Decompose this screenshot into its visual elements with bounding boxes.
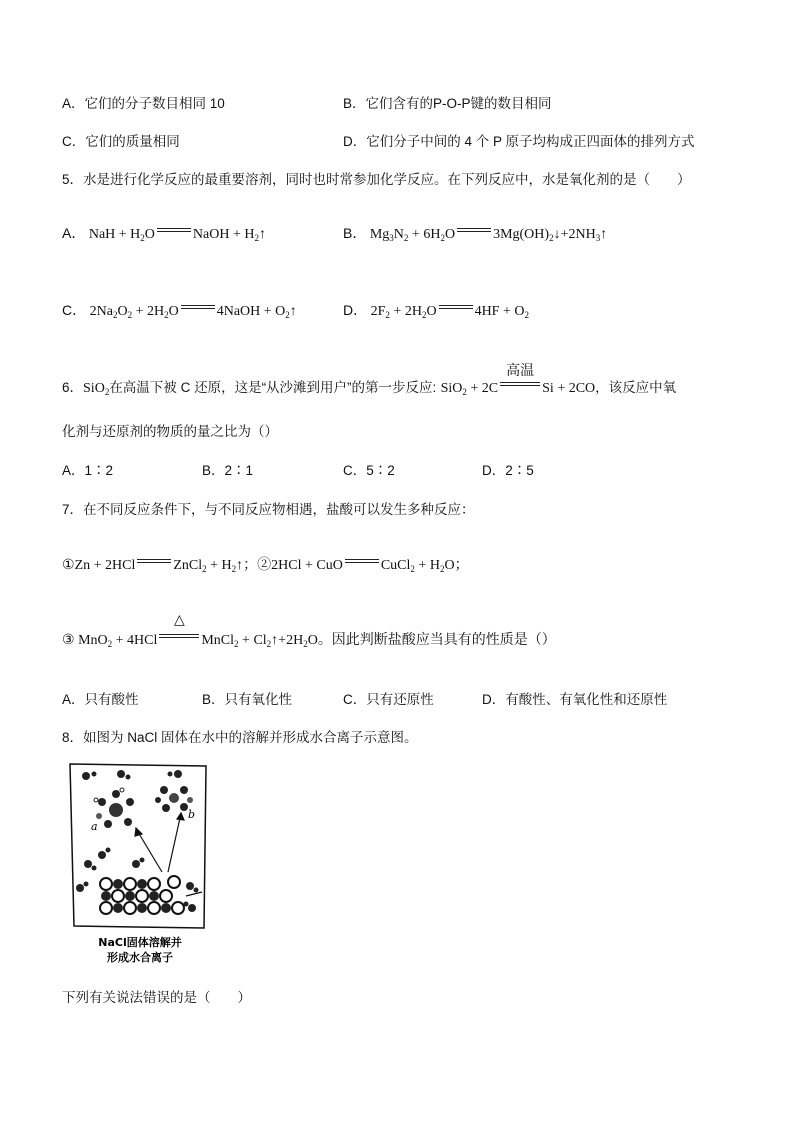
q7-option-b: B．只有氧化性	[202, 692, 293, 707]
q4-option-b: B．它们含有的P-O-P键的数目相同	[343, 96, 552, 111]
q7-reaction-1-2: ①Zn + 2HCl ZnCl$_2$ + $H_2↑$；②2HCl + CuO CuCl$_2$ + $H_2O$；	[62, 556, 469, 574]
q4-option-d: D．它们分子中间的 4 个 P 原子均构成正四面体的排列方式	[343, 134, 695, 149]
figure-caption-line2: 形成水合离子	[107, 951, 173, 964]
water-molecules	[76, 770, 199, 912]
q6-option-b: B．2∶1	[202, 463, 254, 478]
q6-option-c: C．5∶2	[343, 463, 395, 478]
figure-label-b: b	[188, 808, 196, 821]
nacl-dissolution-figure	[66, 760, 216, 975]
q5-option-b: B． $Mg_3N_2 + 6H_2O$ $3Mg(OH)_2↓+2NH_3↑$	[343, 225, 608, 243]
q6-stem: 6．SiO$_2$在高温下被 C 还原，这是“从沙滩到用户”的第一步反应: SiO$_2$ + 2C 高温 Si + 2CO，该反应中氧	[62, 376, 676, 397]
q7-reaction-3: ③ MnO$_2$ + 4HCl △ MnCl$_2$ + $Cl_2↑+2H_2O$。因此判断盐酸应当具有的性质是（）	[62, 613, 556, 649]
q6-stem-line2: 化剂与还原剂的物质的量之比为（）	[62, 424, 278, 439]
q6-condition: 高温	[506, 364, 535, 379]
nacl-crystal-lattice	[100, 876, 184, 914]
q7-option-a: A．只有酸性	[62, 692, 139, 707]
q7-stem: 7．在不同反应条件下，与不同反应物相遇，盐酸可以发生多种反应：	[62, 502, 475, 517]
figure-caption-line1: NaCl固体溶解并	[98, 936, 182, 949]
q5-stem: 5．水是进行化学反应的最重要溶剂，同时也时常参加化学反应。在下列反应中，水是氧化剂的是（ ）	[62, 172, 691, 187]
q7-condition: △	[173, 613, 185, 628]
q5-option-c: C． $2Na_2O_2 + 2H_2O$ 4NaOH + $O_2↑$	[62, 302, 297, 320]
q5-option-a: A． NaH + $H_2O$ NaOH + $H_2↑$	[62, 225, 266, 243]
q8-stem: 8．如图为 NaCl 固体在水中的溶解并形成水合离子示意图。	[62, 730, 418, 745]
q8-tail: 下列有关说法错误的是（ ）	[62, 990, 251, 1005]
figure-label-a: a	[91, 820, 98, 833]
q6-option-d: D．2∶5	[482, 463, 534, 478]
q4-option-c: C．它们的质量相同	[62, 134, 180, 149]
nacl-dissolution-diagram	[66, 760, 216, 975]
hydrated-ion-a	[94, 788, 134, 828]
q5-option-d: D． $2F_2 + 2H_2O$ $4HF + O_2$	[343, 302, 529, 320]
q7-option-c: C．只有还原性	[343, 692, 434, 707]
q6-option-a: A．1∶2	[62, 463, 114, 478]
q7-option-d: D．有酸性、有氧化性和还原性	[482, 692, 668, 707]
q4-option-a: A．它们的分子数目相同 10	[62, 96, 225, 111]
